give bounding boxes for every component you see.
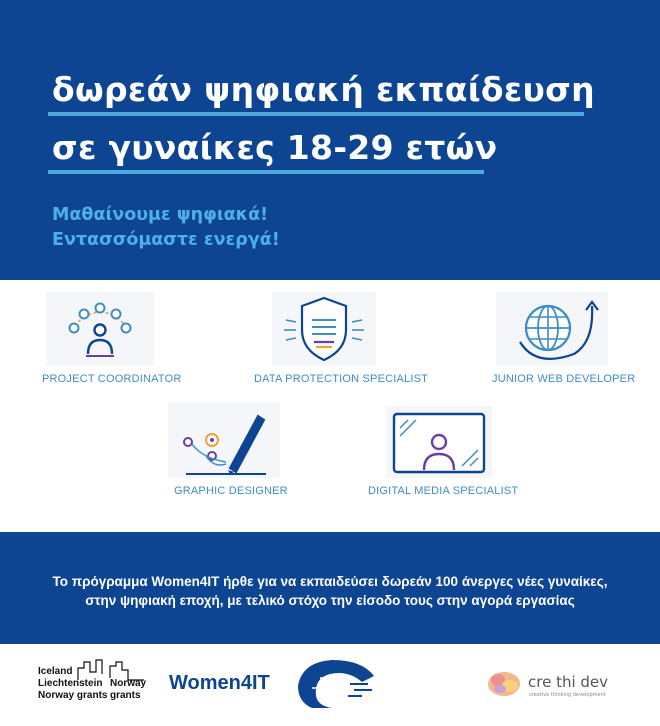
description-line-2: στην ψηφιακή εποχή, με τελικό στόχο την είσοδο τους στην αγορά εργασίας: [85, 593, 575, 608]
role-label-digital-media: DIGITAL MEDIA SPECIALIST: [368, 485, 519, 497]
headline-line-2: σε γυναίκες 18-29 ετών: [52, 128, 498, 167]
role-card-graphic-designer: [168, 402, 280, 478]
role-card-project-coordinator: [46, 292, 154, 366]
pen-tool-icon: [168, 402, 280, 478]
description-line-1: Το πρόγραμμα Women4IT ήρθε για να εκπαιδεύσει δωρεάν 100 άνεργες νέες γυναίκες,: [52, 574, 608, 589]
headline-line-1: δωρεάν ψηφιακή εκπαίδευση: [52, 70, 595, 109]
team-network-icon: [46, 292, 154, 366]
brain-icon: [486, 670, 522, 698]
globe-arrow-icon: [496, 292, 608, 366]
role-label-project-coordinator: PROJECT COORDINATOR: [42, 373, 182, 385]
funder-name-iceland: Iceland: [38, 666, 73, 677]
tagline-line-2: Εντασσόμαστε ενεργά!: [52, 230, 280, 250]
role-card-web-developer: [496, 292, 608, 366]
partner-tagline: creative thinking development: [529, 692, 606, 698]
role-card-digital-media: [386, 406, 492, 478]
funder-name-norway-grants: Norway grants: [38, 690, 108, 701]
shield-document-icon: [272, 292, 376, 366]
role-card-data-protection: [272, 292, 376, 366]
role-label-graphic-designer: GRAPHIC DESIGNER: [174, 485, 288, 497]
funder2-name-norway: Norway: [110, 678, 147, 689]
monitor-user-icon: [386, 406, 492, 478]
project-logo-text: Women4IT: [169, 672, 270, 694]
headline-underline-1: [48, 112, 584, 116]
role-label-data-protection: DATA PROTECTION SPECIALIST: [254, 373, 429, 385]
tagline-line-1: Μαθαίνουμε ψηφιακά!: [52, 205, 269, 225]
funder-name-liechtenstein: Liechtenstein: [38, 678, 103, 689]
headline-underline-2: [48, 170, 484, 174]
partner-logo-text: cre thi dev: [528, 673, 609, 691]
circuit-head-logo: [292, 656, 378, 712]
funder2-name-grants: grants: [110, 690, 141, 701]
role-label-web-developer: JUNIOR WEB DEVELOPER: [492, 373, 636, 385]
